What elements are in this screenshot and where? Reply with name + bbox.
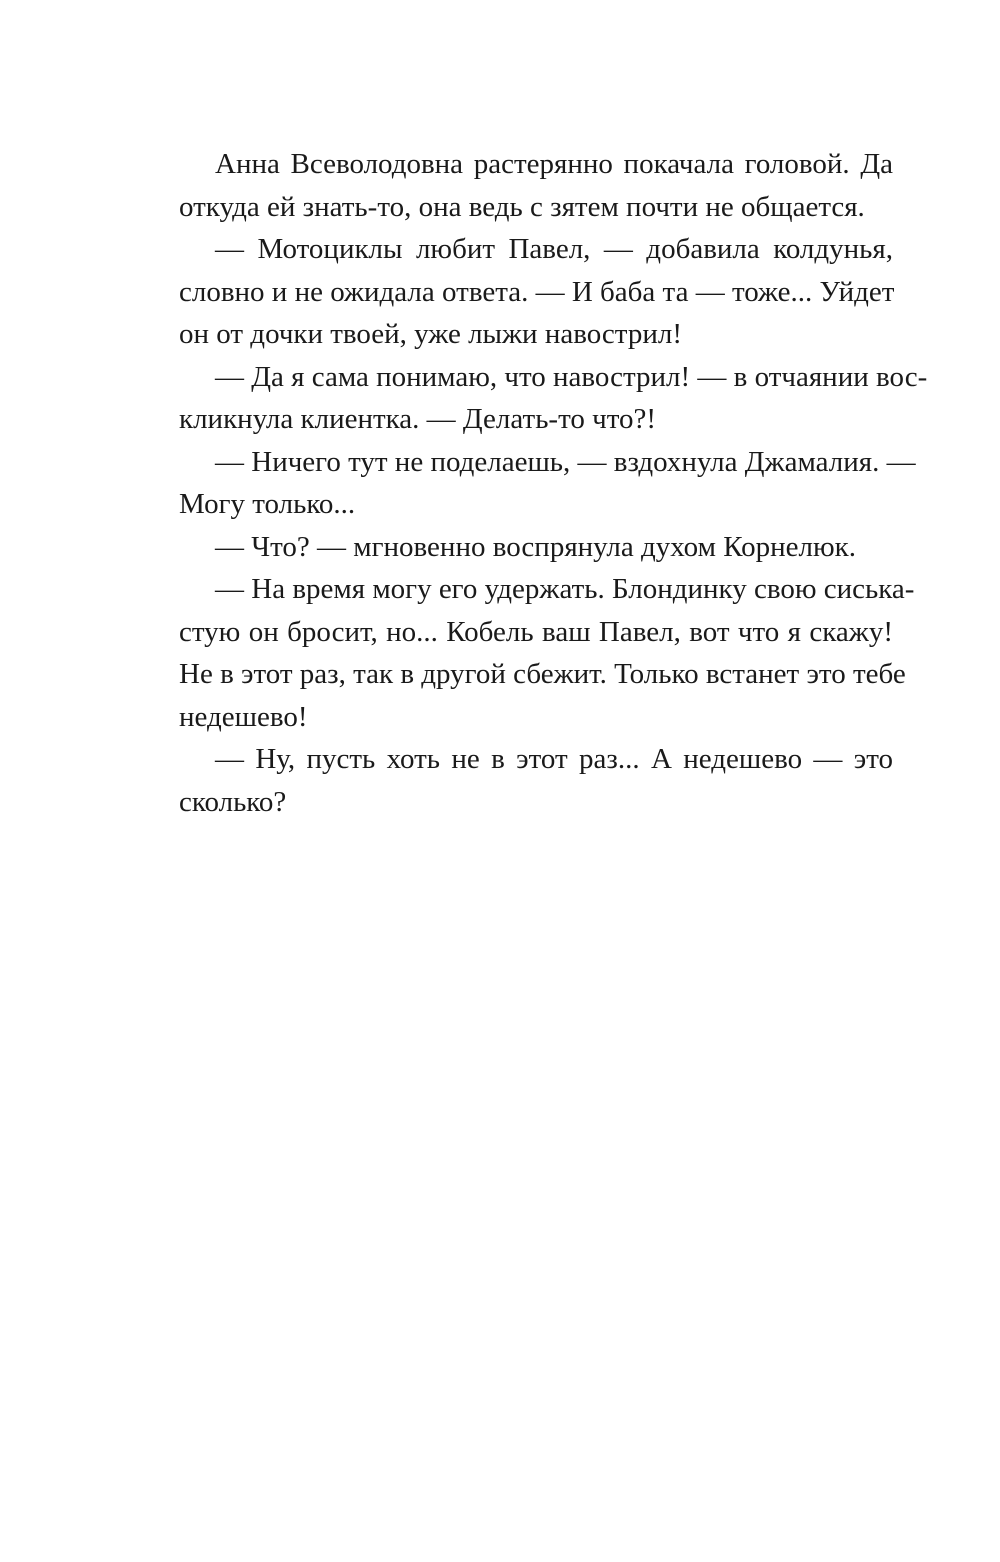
text-line: он от дочки твоей, уже лыжи навострил! — [179, 318, 682, 350]
paragraph — [179, 356, 928, 441]
text-line: — Ничего тут не поделаешь, — вздохнула Джамалия. — — [215, 445, 916, 478]
text-line: кликнула клиентка. — Делать-то что?! — [179, 403, 657, 435]
text-line: сколько? — [179, 785, 287, 818]
text-line: откуда ей знать-то, она ведь с зятем почти не общается. — [179, 190, 865, 223]
paragraph — [179, 441, 916, 526]
paragraph — [179, 526, 893, 569]
text-line: — Ну, пусть хоть не в этот раз... А недешево — это — [215, 743, 893, 775]
body-text — [179, 143, 928, 823]
text-line: — На время могу его удержать. Блондинку свою сиська- — [215, 573, 915, 605]
text-line: — Мотоциклы любит Павел, — добавила колдунья, — [215, 233, 893, 265]
text-line: недешево! — [179, 700, 308, 733]
text-line: — Да я сама понимаю, что навострил! — в отчаянии вос- — [215, 360, 928, 393]
text-line: — Что? — мгновенно воспрянула духом Корнелюк. — [215, 530, 856, 563]
text-line: Могу только... — [179, 488, 356, 520]
paragraph — [179, 143, 893, 228]
text-line: словно и не ожидала ответа. — И баба та — тоже... Уйдет — [179, 275, 895, 308]
text-line: Не в этот раз, так в другой сбежит. Только встанет это тебе — [179, 658, 906, 690]
text-line: стую он бросит, но... Кобель ваш Павел, вот что я скажу! — [179, 615, 893, 648]
paragraph — [179, 738, 893, 823]
text-line: Анна Всеволодовна растерянно покачала головой. Да — [215, 148, 893, 180]
paragraph — [179, 228, 893, 356]
paragraph — [179, 568, 915, 738]
